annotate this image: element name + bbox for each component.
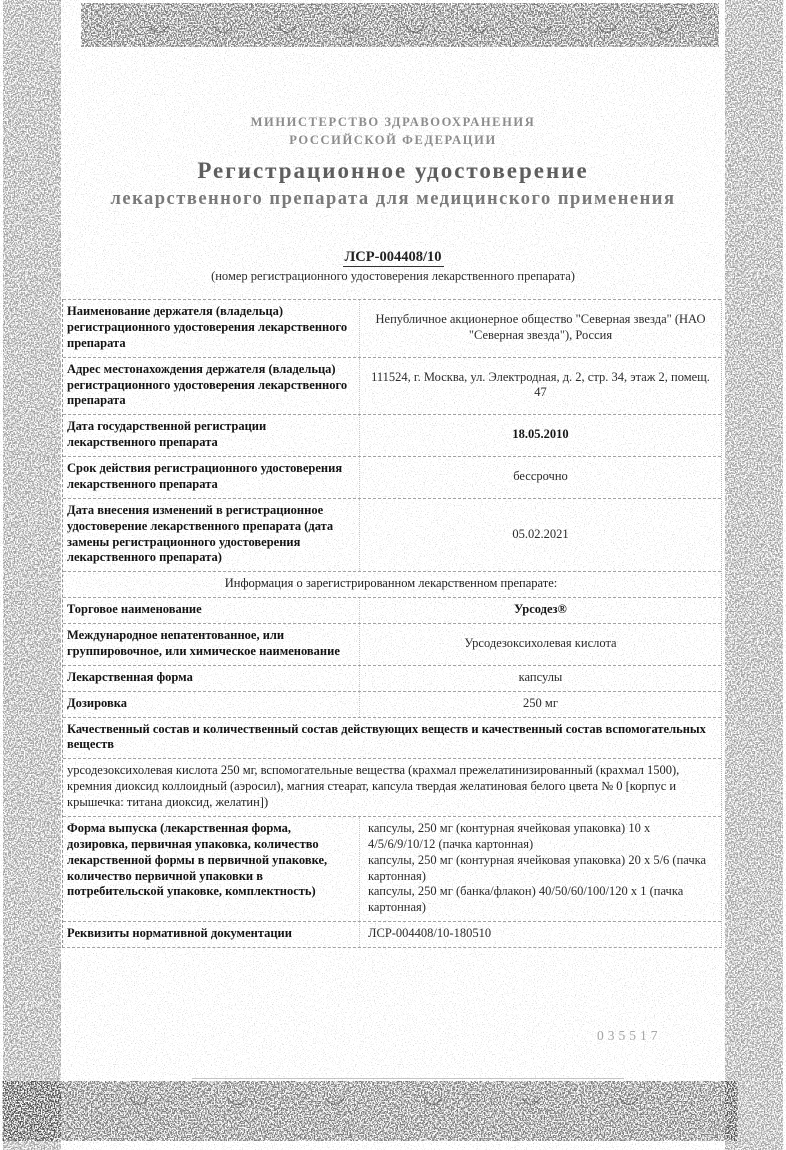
registration-date-value: 18.05.2010 [359,415,721,456]
ministry-heading [0,113,786,149]
table-row-release-form [63,816,721,921]
registration-number-value: ЛСР-004408/10 [344,249,442,265]
info-section-heading: Информация о зарегистрированном лекарственном препарате: [63,571,721,597]
table-row-trade-name [63,597,721,623]
table-row-dosage [63,691,721,717]
decorative-border-bottom [36,1084,704,1138]
table-row-validity-period [63,456,721,498]
table-row-dosage-form [63,665,721,691]
holder-name-label: Наименование держателя (владельца) регистрационного удостоверения лекарственного препарата [67,304,348,350]
release-form-option-3: капсулы, 250 мг (банка/флакон) 40/50/60/100/120 х 1 (пачка картонная) [368,884,684,915]
normative-docs-value: ЛСР-004408/10-180510 [359,922,721,947]
release-form-option-1: капсулы, 250 мг (контурная ячейковая упаковка) 10 х 4/5/6/9/10/12 (пачка картонная) [368,820,651,851]
composition-heading: Качественный состав и количественный состав действующих веществ и качественный состав вспомогательных веществ [63,717,721,759]
table-row-normative-docs [63,921,721,947]
document-title [0,158,786,210]
normative-docs-label: Реквизиты нормативной документации [67,926,292,941]
guilloche-arcs-bottom [130,1098,638,1105]
table-row-holder-name [63,299,721,357]
trade-name-label: Торговое наименование [67,602,202,617]
holder-address-value: 111524, г. Москва, ул. Электродная, д. 2, стр. 34, этаж 2, помещ. 47 [359,358,721,415]
table-row-amendment-date [63,498,721,572]
ministry-line2: РОССИЙСКОЙ ФЕДЕРАЦИИ [289,133,497,148]
release-form-option-2: капсулы, 250 мг (контурная ячейковая упаковка) 20 х 5/6 (пачка картонная) [368,852,707,883]
registration-number [0,249,786,266]
dosage-value: 250 мг [359,692,721,717]
certificate-info-table [62,299,722,948]
table-row-registration-date [63,414,721,456]
amendment-date-value: 05.02.2021 [359,499,721,572]
registration-date-label: Дата государственной регистрации лекарственного препарата [67,419,267,450]
release-form-value [359,817,721,921]
trade-name-value: Урсодез® [359,598,721,623]
inn-name-label: Международное непатентованное, или группировочное, или химическое наименование [67,628,340,658]
document-title-line1: Регистрационное удостоверение [197,158,589,183]
dosage-form-label: Лекарственная форма [67,669,193,684]
composition-text: урсодезоксихолевая кислота 250 мг, вспомогательные вещества (крахмал прежелатинизированный (крахмал 1500), кремния диоксид коллоидный (аэросил), магния стеарат, капсула твердая желатиновая белого цвета № 0 [корпус и крышечка: титана диоксид, желатин]) [63,758,721,816]
inn-name-value: Урсодезоксихолевая кислота [359,624,721,665]
validity-period-label: Срок действия регистрационного удостоверения лекарственного препарата [67,461,343,491]
registration-number-caption: (номер регистрационного удостоверения лекарственного препарата) [211,269,575,283]
holder-address-label: Адрес местонахождения держателя (владельца) регистрационного удостоверения лекарственного препарата [67,361,348,408]
release-form-label: Форма выпуска (лекарственная форма, дозировка, первичная упаковка, количество лекарственной формы в первичной упаковке, количество первичной упаковки в потребительской упаковке, комплектность) [67,820,328,899]
scan-artifact-line [192,1078,624,1079]
ministry-line1: МИНИСТЕРСТВО ЗДРАВООХРАНЕНИЯ [250,115,536,129]
table-row-inn-name [63,623,721,665]
document-title-line2: лекарственного препарата для медицинского применения [110,189,676,210]
guilloche-arcs-top [150,26,673,33]
holder-name-value: Непубличное акционерное общество "Северная звезда" (НАО "Северная звезда"), Россия [359,300,721,357]
amendment-date-label: Дата внесения изменений в регистрационное удостоверение лекарственного препарата (дата замены регистрационного удостоверения лекарственного препарата) [67,502,334,565]
decorative-border-top [110,5,690,45]
dosage-label: Дозировка [67,695,127,710]
validity-period-value: бессрочно [359,457,721,498]
dosage-form-value: капсулы [359,666,721,691]
table-row-holder-address [63,357,721,415]
form-serial-number: 035517 [597,1028,662,1043]
